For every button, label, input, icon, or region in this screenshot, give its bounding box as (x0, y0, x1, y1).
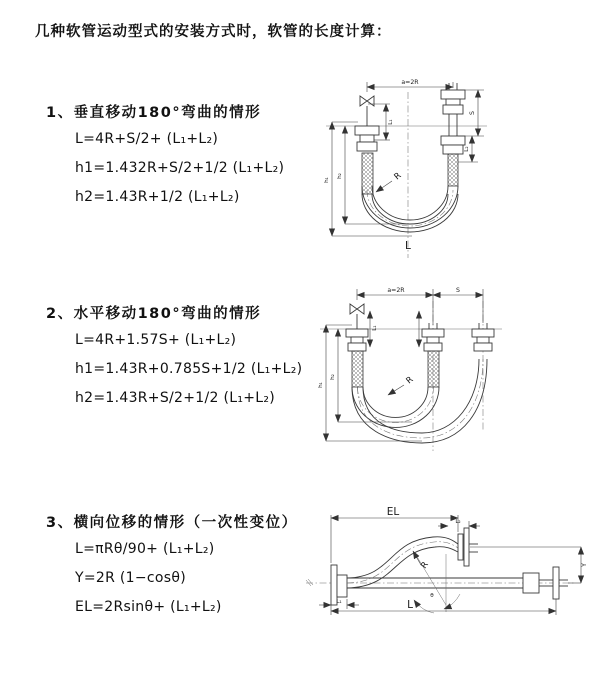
dim-label-span: a=2R (401, 79, 419, 86)
radius-label: R (392, 170, 404, 183)
page-title: 几种软管运动型式的安装方式时，软管的长度计算： (35, 24, 392, 40)
hose-bend-position1 (352, 387, 439, 427)
radius-label: R (404, 374, 416, 387)
section-1-heading: 1、垂直移动180°弯曲的情形 (46, 105, 262, 121)
formula-h2: h2=1.43R+S/2+1/2 (L₁+L₂) (75, 390, 276, 406)
dim-label-s: S (456, 287, 460, 294)
dimension-l (331, 599, 556, 615)
diagram-horizontal-180-bend (312, 281, 600, 457)
dim-label-h1: h₁ (318, 382, 324, 388)
hose-bend-outline (362, 186, 458, 232)
dim-label-l1: L₁ (372, 325, 378, 331)
dimension-span-2r (357, 287, 483, 325)
right-fitting (472, 323, 494, 351)
section-3-heading: 3、横向位移的情形（一次性变位） (46, 515, 298, 531)
dimension-stroke-s (433, 287, 483, 295)
radius-callout (413, 551, 431, 571)
middle-fitting (422, 323, 444, 387)
dim-label-h2: h₂ (337, 173, 343, 179)
diagram-vertical-180-bend (312, 74, 597, 262)
dimension-h2 (330, 329, 412, 422)
valve-icon (350, 304, 364, 329)
formula-y: Y=2R (1−cosθ) (75, 570, 186, 586)
valve-icon (360, 96, 374, 126)
dim-label-s: S (469, 111, 476, 115)
dim-label-h1: h₁ (324, 177, 330, 183)
section-horizontal-movement (46, 302, 346, 413)
dim-label-l2: L₂ (464, 146, 470, 152)
dimension-conn-left (370, 311, 378, 347)
right-fitting (441, 83, 465, 186)
formula-h1: h1=1.432R+S/2+1/2 (L₁+L₂) (75, 160, 285, 176)
curved-hose-position (347, 537, 458, 588)
dimension-span-2r (367, 79, 453, 92)
radius-callout (376, 171, 404, 192)
dim-label-h2: h₂ (330, 374, 336, 380)
section-2-heading: 2、水平移动180°弯曲的情形 (46, 306, 262, 322)
left-fitting (346, 329, 368, 387)
diagram-lateral-displacement (298, 503, 598, 651)
formula-length: L=4R+S/2+ (L₁+L₂) (75, 131, 219, 147)
radius-label: R (419, 560, 431, 571)
formula-length: L=4R+1.57S+ (L₁+L₂) (75, 332, 237, 348)
dim-label-y: Y (581, 563, 588, 567)
dimension-conn-top (438, 519, 480, 528)
section-vertical-movement (46, 101, 346, 212)
dim-label-el: EL (386, 506, 400, 518)
formula-h2: h2=1.43R+1/2 (L₁+L₂) (75, 189, 240, 205)
dim-label-l: L (407, 599, 413, 611)
dim-label-l1: L₁ (388, 119, 394, 125)
formula-h1: h1=1.43R+0.785S+1/2 (L₁+L₂) (75, 361, 303, 377)
hose-bend-position2 (352, 359, 487, 443)
dim-label-l1: L₁ (336, 599, 342, 605)
radius-callout (388, 375, 416, 395)
formula-el: EL=2Rsinθ+ (L₁+L₂) (75, 599, 222, 615)
length-label: L (405, 240, 411, 252)
dim-label-span: a=2R (387, 287, 405, 294)
dim-label-l2: L₂ (455, 519, 461, 525)
formula-length: L=πRθ/90+ (L₁+L₂) (75, 541, 215, 557)
dimension-conn-left (319, 599, 359, 609)
theta-label: θ (430, 593, 434, 599)
centerlines (433, 301, 483, 451)
